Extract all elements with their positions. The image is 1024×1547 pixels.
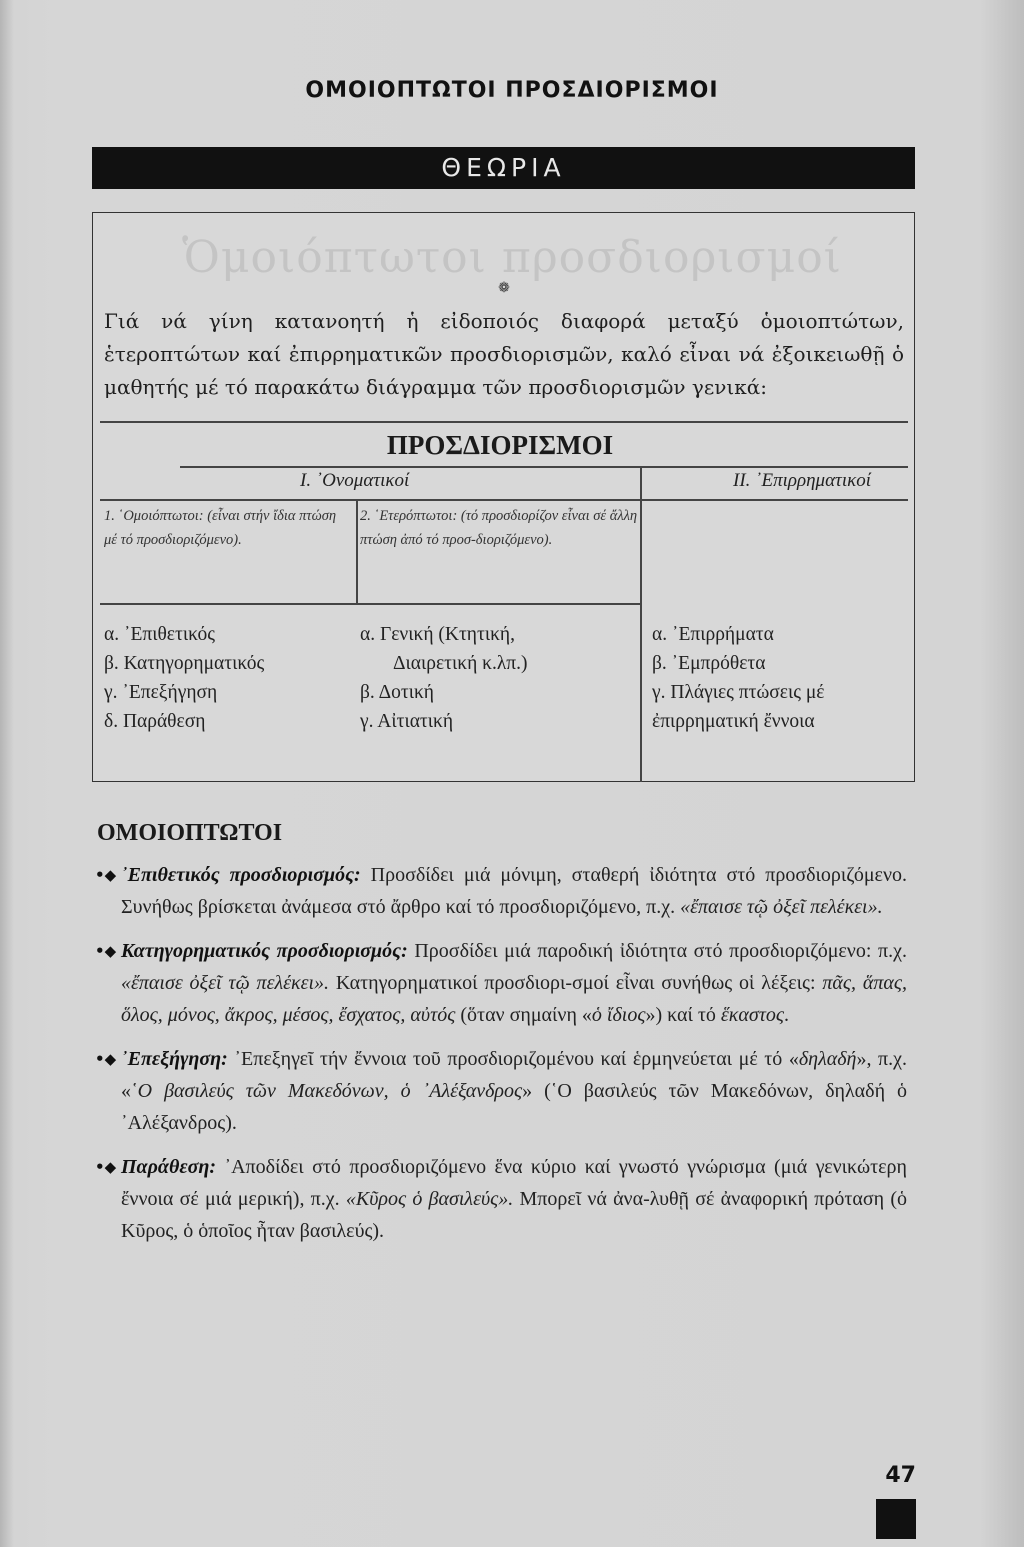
definition-example: «ἔπαισε τῷ ὀξεῖ πελέκει». — [680, 896, 883, 918]
page-marker-block — [876, 1499, 916, 1539]
flower-ornament-icon: ❁ — [498, 280, 510, 296]
definition-text: Προσδίδει μιά παροδική ἰδιότητα στό προσδιοριζόμενο: π.χ. — [407, 940, 907, 962]
diagram-sub-divider — [356, 499, 358, 603]
definition-attributive — [95, 859, 907, 923]
diagram-main-divider — [640, 466, 642, 782]
heteroptotic-list — [360, 620, 636, 736]
definition-example: ῾Ο βασιλεύς τῶν Μακεδόνων, ὁ ᾿Αλέξανδρος — [131, 1080, 523, 1102]
list-item: δ. Παράθεση — [104, 711, 206, 732]
definition-apposition — [95, 1151, 907, 1247]
definition-example: «Κῦρος ὁ βασιλεύς». — [345, 1188, 514, 1210]
diagram-header-rule — [180, 466, 908, 468]
adverbial-label: ΙΙ. ᾿Επιρρηματικοί — [733, 470, 872, 491]
definition-example: δηλαδή — [798, 1048, 857, 1070]
definition-text: ») καί τό — [645, 1004, 721, 1026]
arrow-bullet-icon: •◆ — [95, 1050, 117, 1068]
running-title: ΟΜΟΙΟΠΤΩΤΟΙ ΠΡΟΣΔΙΟΡΙΣΜΟΙ — [305, 78, 719, 103]
homoioptotic-description: 1. ῾Ομοιόπτωτοι: (εἶναι στήν ἴδια πτώση μέ τό προσδιοριζόμενο). — [104, 508, 337, 548]
page-number: 47 — [885, 1463, 916, 1488]
definition-term: Παράθεση: — [121, 1156, 216, 1178]
list-item: γ. Πλάγιες πτώσεις μέ — [652, 682, 825, 703]
definition-text: (ὅταν σημαίνη « — [455, 1004, 592, 1026]
arrow-bullet-icon: •◆ — [95, 1158, 117, 1176]
adverbial-list — [652, 620, 910, 736]
list-item: γ. ᾿Επεξήγηση — [104, 682, 218, 703]
list-item: α. Γενική (Κτητική, — [360, 624, 515, 645]
heteroptotic-description: 2. ῾Ετερόπτωτοι: (τό προσδιορίζον εἶναι σέ ἄλλη πτώση ἀπό τό προσ-διοριζόμενο). — [360, 508, 638, 548]
list-item: β. Κατηγορηματικός — [104, 653, 265, 674]
definition-example: ἕκαστος — [720, 1004, 785, 1026]
definition-text: ᾿Αποδίδει στό προσδιοριζόμενο ἕνα κύριο καί γνωστό γνώρισμα (μιά γενικώτερη ἔννοια σέ μιά μερική), π.χ. — [121, 1156, 907, 1210]
diagram-top-rule — [100, 421, 908, 423]
definition-term: ᾿Επιθετικός προσδιορισμός: — [121, 864, 361, 886]
theory-banner: ΘΕΩΡΙΑ — [92, 147, 915, 189]
arrow-bullet-icon: •◆ — [95, 942, 117, 960]
definition-text: » (῾Ο βασιλεύς τῶν Μακεδόνων, δηλαδή ὁ ᾿Αλέξανδρος). — [121, 1080, 907, 1134]
diagram-title: ΠΡΟΣΔΙΟΡΙΣΜΟΙ — [386, 430, 614, 460]
intro-paragraph: Γιά νά γίνη κατανοητή ἡ εἰδοποιός διαφορά μεταξύ ὁμοιοπτώτων, ἑτεροπτώτων καί ἐπιρρηματικῶν προσδιορισμῶν, καλό εἶναι νά ἐξοικειωθῇ ὁ μαθητής μέ τό παρακάτω διάγραμμα τῶν προσδιορισμῶν γενικά: — [104, 309, 904, 399]
list-item: β. Δοτική — [360, 682, 434, 703]
homoioptotic-list — [104, 620, 354, 736]
definition-text: », π.χ. « — [121, 1048, 907, 1102]
definition-list — [95, 859, 907, 1259]
definition-example: πᾶς, ἅπας, ὅλος, μόνος, ἄκρος, μέσος, ἔσχατος, αὐτός — [121, 972, 907, 1026]
definition-predicative — [95, 935, 907, 1031]
nominal-label: Ι. ᾿Ονοματικοί — [300, 470, 410, 491]
definition-term: Κατηγορηματικός προσδιορισμός: — [121, 940, 408, 962]
list-item: β. ᾿Εμπρόθετα — [652, 653, 766, 674]
list-item: α. ᾿Επιθετικός — [104, 624, 215, 645]
definition-apposition-explanatory — [95, 1043, 907, 1139]
list-item: γ. Αἰτιατική — [360, 711, 454, 732]
definition-example: ὁ ἴδιος — [591, 1004, 646, 1026]
section-heading: ΟΜΟΙΟΠΤΩΤΟΙ — [97, 820, 283, 846]
list-item: α. ᾿Επιρρήματα — [652, 624, 774, 645]
definition-text: Κατηγορηματικοί προσδιορι-σμοί εἶναι συνήθως οἱ λέξεις: — [329, 972, 823, 994]
definition-example: «ἔπαισε ὀξεῖ τῷ πελέκει». — [121, 972, 330, 994]
list-item: ἐπιρρηματική ἔννοια — [652, 711, 815, 732]
definition-text: ᾿Επεξηγεῖ τήν ἔννοια τοῦ προσδιοριζομένου καί ἑρμηνεύεται μέ τό « — [227, 1048, 799, 1070]
definition-text: . — [784, 1004, 790, 1026]
diagram-category-rule — [100, 499, 908, 501]
definition-text: Προσδίδει μιά μόνιμη, σταθερή ἰδιότητα στό προσδιοριζόμενο. Συνήθως βρίσκεται ἀνάμεσα στό ἄρθρο καί τό προσδιοριζόμενο, π.χ. — [121, 864, 907, 918]
arrow-bullet-icon: •◆ — [95, 866, 117, 884]
watermark-title: Ὁμοιόπτωτοι προσδιορισμοί — [182, 232, 842, 283]
definition-term: ᾿Επεξήγηση: — [121, 1048, 228, 1070]
list-item: Διαιρετική κ.λπ.) — [393, 653, 528, 674]
definition-text: Μπορεῖ νά ἀνα-λυθῇ σέ ἀναφορική πρόταση (ὁ Κῦρος, ὁ ὁποῖος ἦταν βασιλεύς). — [121, 1188, 907, 1242]
diagram-sub-rule — [100, 603, 640, 605]
